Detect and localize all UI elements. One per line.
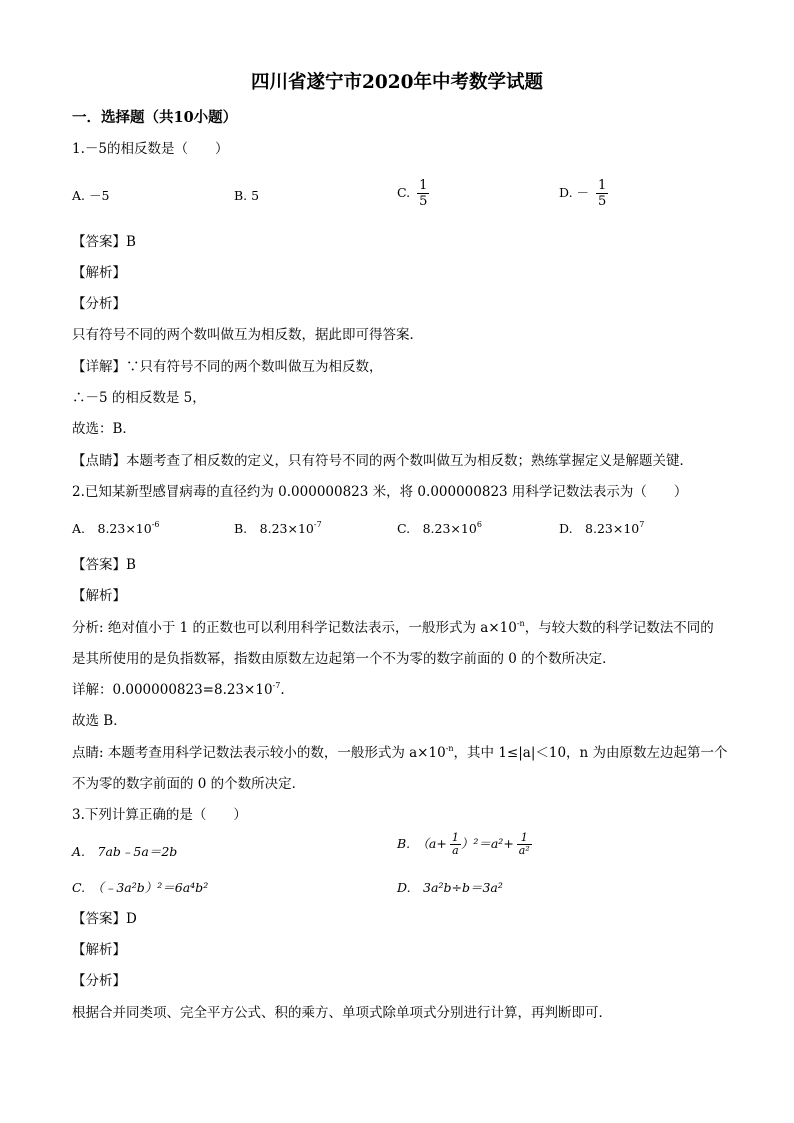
q1-option-d [559,178,608,209]
q3-option-b [397,832,532,857]
q2-option-d-text: D. 8.23×10 [559,521,640,536]
q3-option-d: D. 3a²b÷b＝3a² [397,880,503,895]
text-segment: 分析: 绝对值小于 1 的正数也可以利用科学记数法表示，一般形式为 a×10 [72,620,517,636]
text-segment: ）²＝a²+ [460,836,514,851]
section-heading: 一．选择题（共10小题） [72,109,238,126]
q1-explanation-line: 只有符号不同的两个数叫做互为相反数，据此即可得答案． [72,327,423,343]
q3-answer: 【答案】D [72,911,137,927]
exponent: -7 [313,520,322,529]
q2-explanation-line: 不为零的数字前面的 0 的个数所决定． [72,776,306,792]
q3-option-b-fraction [450,832,461,857]
q1-option-c [397,178,429,209]
q3-option-a: A. 7ab﹣5a＝2b [72,844,178,859]
q3-fenxi-label: 【分析】 [72,973,126,989]
q3-analysis-label: 【解析】 [72,942,126,958]
q1-option-d-label: D. － [559,185,590,200]
q2-option-a-text: A. 8.23×10 [72,521,152,536]
q2-analysis-label: 【解析】 [72,588,126,604]
q2-answer: 【答案】B [72,557,136,573]
q2-explanation-line: 故选 B． [72,713,127,729]
fraction-denominator: 5 [419,194,428,209]
fraction-denominator: a² [518,844,530,857]
q2-option-b [234,519,322,539]
text-segment: 点睛: 本题考查用科学记数法表示较小的数，一般形式为 a×10 [72,745,446,761]
q2-explanation-line [72,618,714,638]
exponent: 6 [476,520,482,529]
q2-option-c-text: C. 8.23×10 [397,521,477,536]
q2-option-d [559,519,644,539]
q1-option-c-label: C. [397,185,411,200]
q2-option-b-text: B. 8.23×10 [234,521,314,536]
text-segment: B. （a+ [397,836,447,851]
question-1-stem: 1.－5的相反数是（ ） [72,141,229,157]
text-segment: ，与较大数的科学记数法不同的 [524,620,714,636]
fraction-numerator: 1 [598,178,607,193]
q2-explanation-line [72,743,728,763]
q1-fenxi-label: 【分析】 [72,296,126,312]
question-3-stem: 3.下列计算正确的是（ ） [72,807,247,823]
fraction-denominator: a [452,844,459,857]
text-segment: . [280,682,285,698]
exponent: -6 [151,520,160,529]
q1-option-c-fraction [417,178,429,209]
q3-explanation-line: 根据合并同类项、完全平方公式、积的乘方、单项式除单项式分别进行计算，再判断即可． [72,1005,612,1021]
exponent: -n [516,619,525,628]
q1-explanation-line: 故选：B． [72,421,136,437]
fraction-numerator: 1 [451,831,459,844]
q3-option-c: C. （﹣3a²b）²＝6a⁴b² [72,880,209,895]
text-segment: ，其中 1≤|a|＜10，n 为由原数左边起第一个 [453,745,728,761]
exponent: -n [445,744,454,753]
q1-option-b: B. 5 [234,188,260,203]
question-2-stem: 2.已知某新型感冒病毒的直径约为 0.000000823 米，将 0.000000823 用科学记数法表示为（ ） [72,484,688,500]
q1-option-a: A. －5 [72,188,110,203]
q2-option-a [72,519,160,539]
fraction-denominator: 5 [598,194,607,209]
q1-option-d-fraction [596,178,608,209]
q2-explanation-line: 是其所使用的是负指数幂，指数由原数左边起第一个不为零的数字前面的 0 的个数所决定． [72,651,616,667]
q3-option-b-fraction-2 [517,832,532,857]
exponent: 7 [639,520,645,529]
q2-explanation-line [72,680,285,700]
q1-analysis-label: 【解析】 [72,265,126,281]
q1-answer: 【答案】B [72,234,136,250]
fraction-numerator: 1 [520,831,528,844]
q1-explanation-line: 【详解】∵只有符号不同的两个数叫做互为相反数， [72,359,383,375]
q1-explanation-line: ∴－5 的相反数是 5， [72,390,206,406]
q2-option-c [397,519,482,539]
text-segment: 详解：0.000000823=8.23×10 [72,682,273,698]
fraction-numerator: 1 [419,178,428,193]
exponent: -7 [272,681,281,690]
page-title: 四川省遂宁市2020年中考数学试题 [251,72,543,93]
q1-explanation-line: 【点睛】本题考查了相反数的定义，只有符号不同的两个数叫做互为相反数；熟练掌握定义是解题关键． [72,453,693,469]
